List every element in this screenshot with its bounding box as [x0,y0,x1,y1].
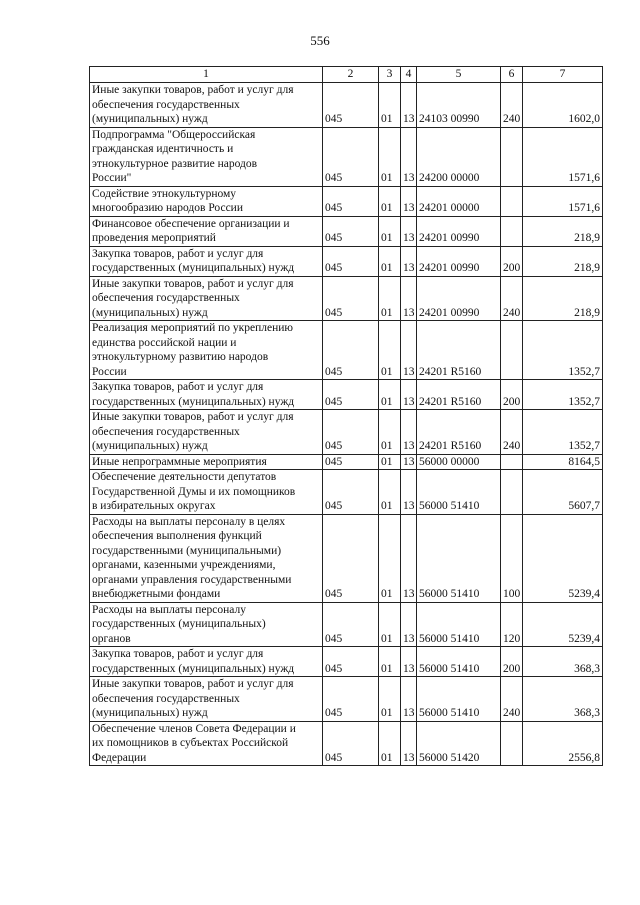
expense-type-cell: 200 [501,647,523,677]
expense-type-cell: 240 [501,276,523,321]
row-name-text: Закупка товаров, работ и услуг для государственных (муниципальных) нужд [92,247,295,274]
amount-cell: 1571,6 [523,127,603,186]
row-name-text: Содействие этнокультурному многообразию народов России [92,187,243,214]
subsection-code-cell: 13 [401,514,417,602]
amount-cell: 368,3 [523,677,603,722]
ministry-code-cell: 045 [323,380,379,410]
row-name-text: Иные закупки товаров, работ и услуг для обеспечения государственных (муниципальных) нужд [92,678,294,719]
section-code-cell: 01 [379,216,401,246]
target-article-cell: 24103 00990 [417,83,501,128]
amount-cell: 218,9 [523,216,603,246]
section-code-cell: 01 [379,276,401,321]
row-name-text: Расходы на выплаты персоналу в целях обеспечения выполнения функций государственными (муниципальными) органами, казенными учреждениями, органами управления государственными внебюджетными фондами [92,515,292,600]
expense-type-cell: 240 [501,83,523,128]
expense-type-cell: 240 [501,410,523,455]
target-article-cell: 24201 00990 [417,216,501,246]
table-row [90,83,603,128]
subsection-code-cell: 13 [401,216,417,246]
row-name-text: Иные закупки товаров, работ и услуг для обеспечения государственных (муниципальных) нужд [92,277,294,319]
row-name-cell [90,186,323,216]
row-name-cell [90,454,323,470]
section-code-cell: 01 [379,380,401,410]
row-name-text: Закупка товаров, работ и услуг для государственных (муниципальных) нужд [92,648,295,675]
table-row [90,321,603,380]
section-code-cell: 01 [379,321,401,380]
column-header: 1 [90,67,323,83]
section-code-cell: 01 [379,410,401,455]
table-row [90,514,603,602]
row-name-text: Подпрограмма "Общероссийская гражданская идентичность и этнокультурное развитие народов России" [92,128,258,184]
amount-cell: 5239,4 [523,514,603,602]
column-number-row [90,67,603,83]
target-article-cell: 24201 R5160 [417,380,501,410]
ministry-code-cell: 045 [323,321,379,380]
table-row [90,647,603,677]
row-name-cell [90,647,323,677]
table-row [90,602,603,647]
row-name-text: Расходы на выплаты персоналу государственных (муниципальных) органов [92,603,266,645]
section-code-cell: 01 [379,246,401,276]
section-code-cell: 01 [379,186,401,216]
row-name-text: Обеспечение членов Совета Федерации и их помощников в субъектах Российской Федерации [92,722,296,764]
ministry-code-cell: 045 [323,677,379,722]
table-row [90,276,603,321]
target-article-cell: 24201 R5160 [417,321,501,380]
table-row [90,470,603,515]
row-name-text: Иные закупки товаров, работ и услуг для обеспечения государственных (муниципальных) нужд [92,84,294,125]
ministry-code-cell: 045 [323,216,379,246]
column-header: 7 [523,67,603,83]
target-article-cell: 56000 51410 [417,602,501,647]
section-code-cell: 01 [379,602,401,647]
amount-cell: 368,3 [523,647,603,677]
ministry-code-cell: 045 [323,246,379,276]
section-code-cell: 01 [379,470,401,515]
table-row [90,380,603,410]
expense-type-cell [501,470,523,515]
subsection-code-cell: 13 [401,454,417,470]
row-name-text: Реализация мероприятий по укреплению единства российской нации и этнокультурному развитию народов России [92,322,294,378]
amount-cell: 1352,7 [523,410,603,455]
table-row [90,454,603,470]
section-code-cell: 01 [379,83,401,128]
target-article-cell: 24201 R5160 [417,410,501,455]
table-row [90,246,603,276]
subsection-code-cell: 13 [401,186,417,216]
row-name-text: Финансовое обеспечение организации и проведения мероприятий [92,217,290,244]
table-row [90,127,603,186]
amount-cell: 5607,7 [523,470,603,515]
row-name-text: Иные закупки товаров, работ и услуг для обеспечения государственных (муниципальных) нужд [92,411,294,452]
target-article-cell: 56000 51410 [417,514,501,602]
amount-cell: 1352,7 [523,321,603,380]
ministry-code-cell: 045 [323,186,379,216]
target-article-cell: 56000 51410 [417,470,501,515]
column-header: 6 [501,67,523,83]
expense-type-cell [501,454,523,470]
row-name-cell [90,514,323,602]
amount-cell: 1602,0 [523,83,603,128]
amount-cell: 1352,7 [523,380,603,410]
target-article-cell: 24201 00000 [417,186,501,216]
page-number: 556 [310,33,330,48]
ministry-code-cell: 045 [323,647,379,677]
ministry-code-cell: 045 [323,514,379,602]
row-name-cell [90,83,323,128]
row-name-text: Закупка товаров, работ и услуг для государственных (муниципальных) нужд [92,381,295,408]
row-name-cell [90,410,323,455]
table-row [90,677,603,722]
amount-cell: 1571,6 [523,186,603,216]
target-article-cell: 56000 51420 [417,721,501,766]
target-article-cell: 56000 00000 [417,454,501,470]
target-article-cell: 56000 51410 [417,677,501,722]
subsection-code-cell: 13 [401,321,417,380]
row-name-cell [90,380,323,410]
amount-cell: 2556,8 [523,721,603,766]
ministry-code-cell: 045 [323,721,379,766]
row-name-cell [90,321,323,380]
column-header: 4 [401,67,417,83]
amount-cell: 218,9 [523,246,603,276]
subsection-code-cell: 13 [401,380,417,410]
expense-type-cell: 200 [501,380,523,410]
amount-cell: 218,9 [523,276,603,321]
expense-type-cell: 240 [501,677,523,722]
table-row [90,216,603,246]
subsection-code-cell: 13 [401,276,417,321]
row-name-cell [90,470,323,515]
target-article-cell: 24200 00000 [417,127,501,186]
row-name-cell [90,602,323,647]
subsection-code-cell: 13 [401,602,417,647]
target-article-cell: 56000 51410 [417,647,501,677]
ministry-code-cell: 045 [323,602,379,647]
column-header: 5 [417,67,501,83]
subsection-code-cell: 13 [401,647,417,677]
table-row [90,410,603,455]
budget-table [89,66,603,766]
subsection-code-cell: 13 [401,83,417,128]
expense-type-cell [501,321,523,380]
ministry-code-cell: 045 [323,454,379,470]
target-article-cell: 24201 00990 [417,276,501,321]
subsection-code-cell: 13 [401,410,417,455]
expense-type-cell [501,127,523,186]
ministry-code-cell: 045 [323,83,379,128]
table-row [90,186,603,216]
ministry-code-cell: 045 [323,127,379,186]
amount-cell: 8164,5 [523,454,603,470]
subsection-code-cell: 13 [401,677,417,722]
amount-cell: 5239,4 [523,602,603,647]
section-code-cell: 01 [379,514,401,602]
section-code-cell: 01 [379,127,401,186]
ministry-code-cell: 045 [323,470,379,515]
row-name-text: Обеспечение деятельности депутатов Государственной Думы и их помощников в избирательных округах [92,471,296,512]
target-article-cell: 24201 00990 [417,246,501,276]
section-code-cell: 01 [379,647,401,677]
ministry-code-cell: 045 [323,410,379,455]
column-header: 3 [379,67,401,83]
row-name-cell [90,127,323,186]
expense-type-cell [501,186,523,216]
subsection-code-cell: 13 [401,246,417,276]
expense-type-cell: 120 [501,602,523,647]
section-code-cell: 01 [379,454,401,470]
row-name-cell [90,216,323,246]
row-name-cell [90,276,323,321]
row-name-cell [90,721,323,766]
expense-type-cell [501,216,523,246]
ministry-code-cell: 045 [323,276,379,321]
row-name-cell [90,677,323,722]
subsection-code-cell: 13 [401,127,417,186]
section-code-cell: 01 [379,721,401,766]
expense-type-cell: 200 [501,246,523,276]
subsection-code-cell: 13 [401,721,417,766]
row-name-text: Иные непрограммные мероприятия [92,455,267,468]
column-header: 2 [323,67,379,83]
table-row [90,721,603,766]
section-code-cell: 01 [379,677,401,722]
row-name-cell [90,246,323,276]
subsection-code-cell: 13 [401,470,417,515]
expense-type-cell [501,721,523,766]
expense-type-cell: 100 [501,514,523,602]
